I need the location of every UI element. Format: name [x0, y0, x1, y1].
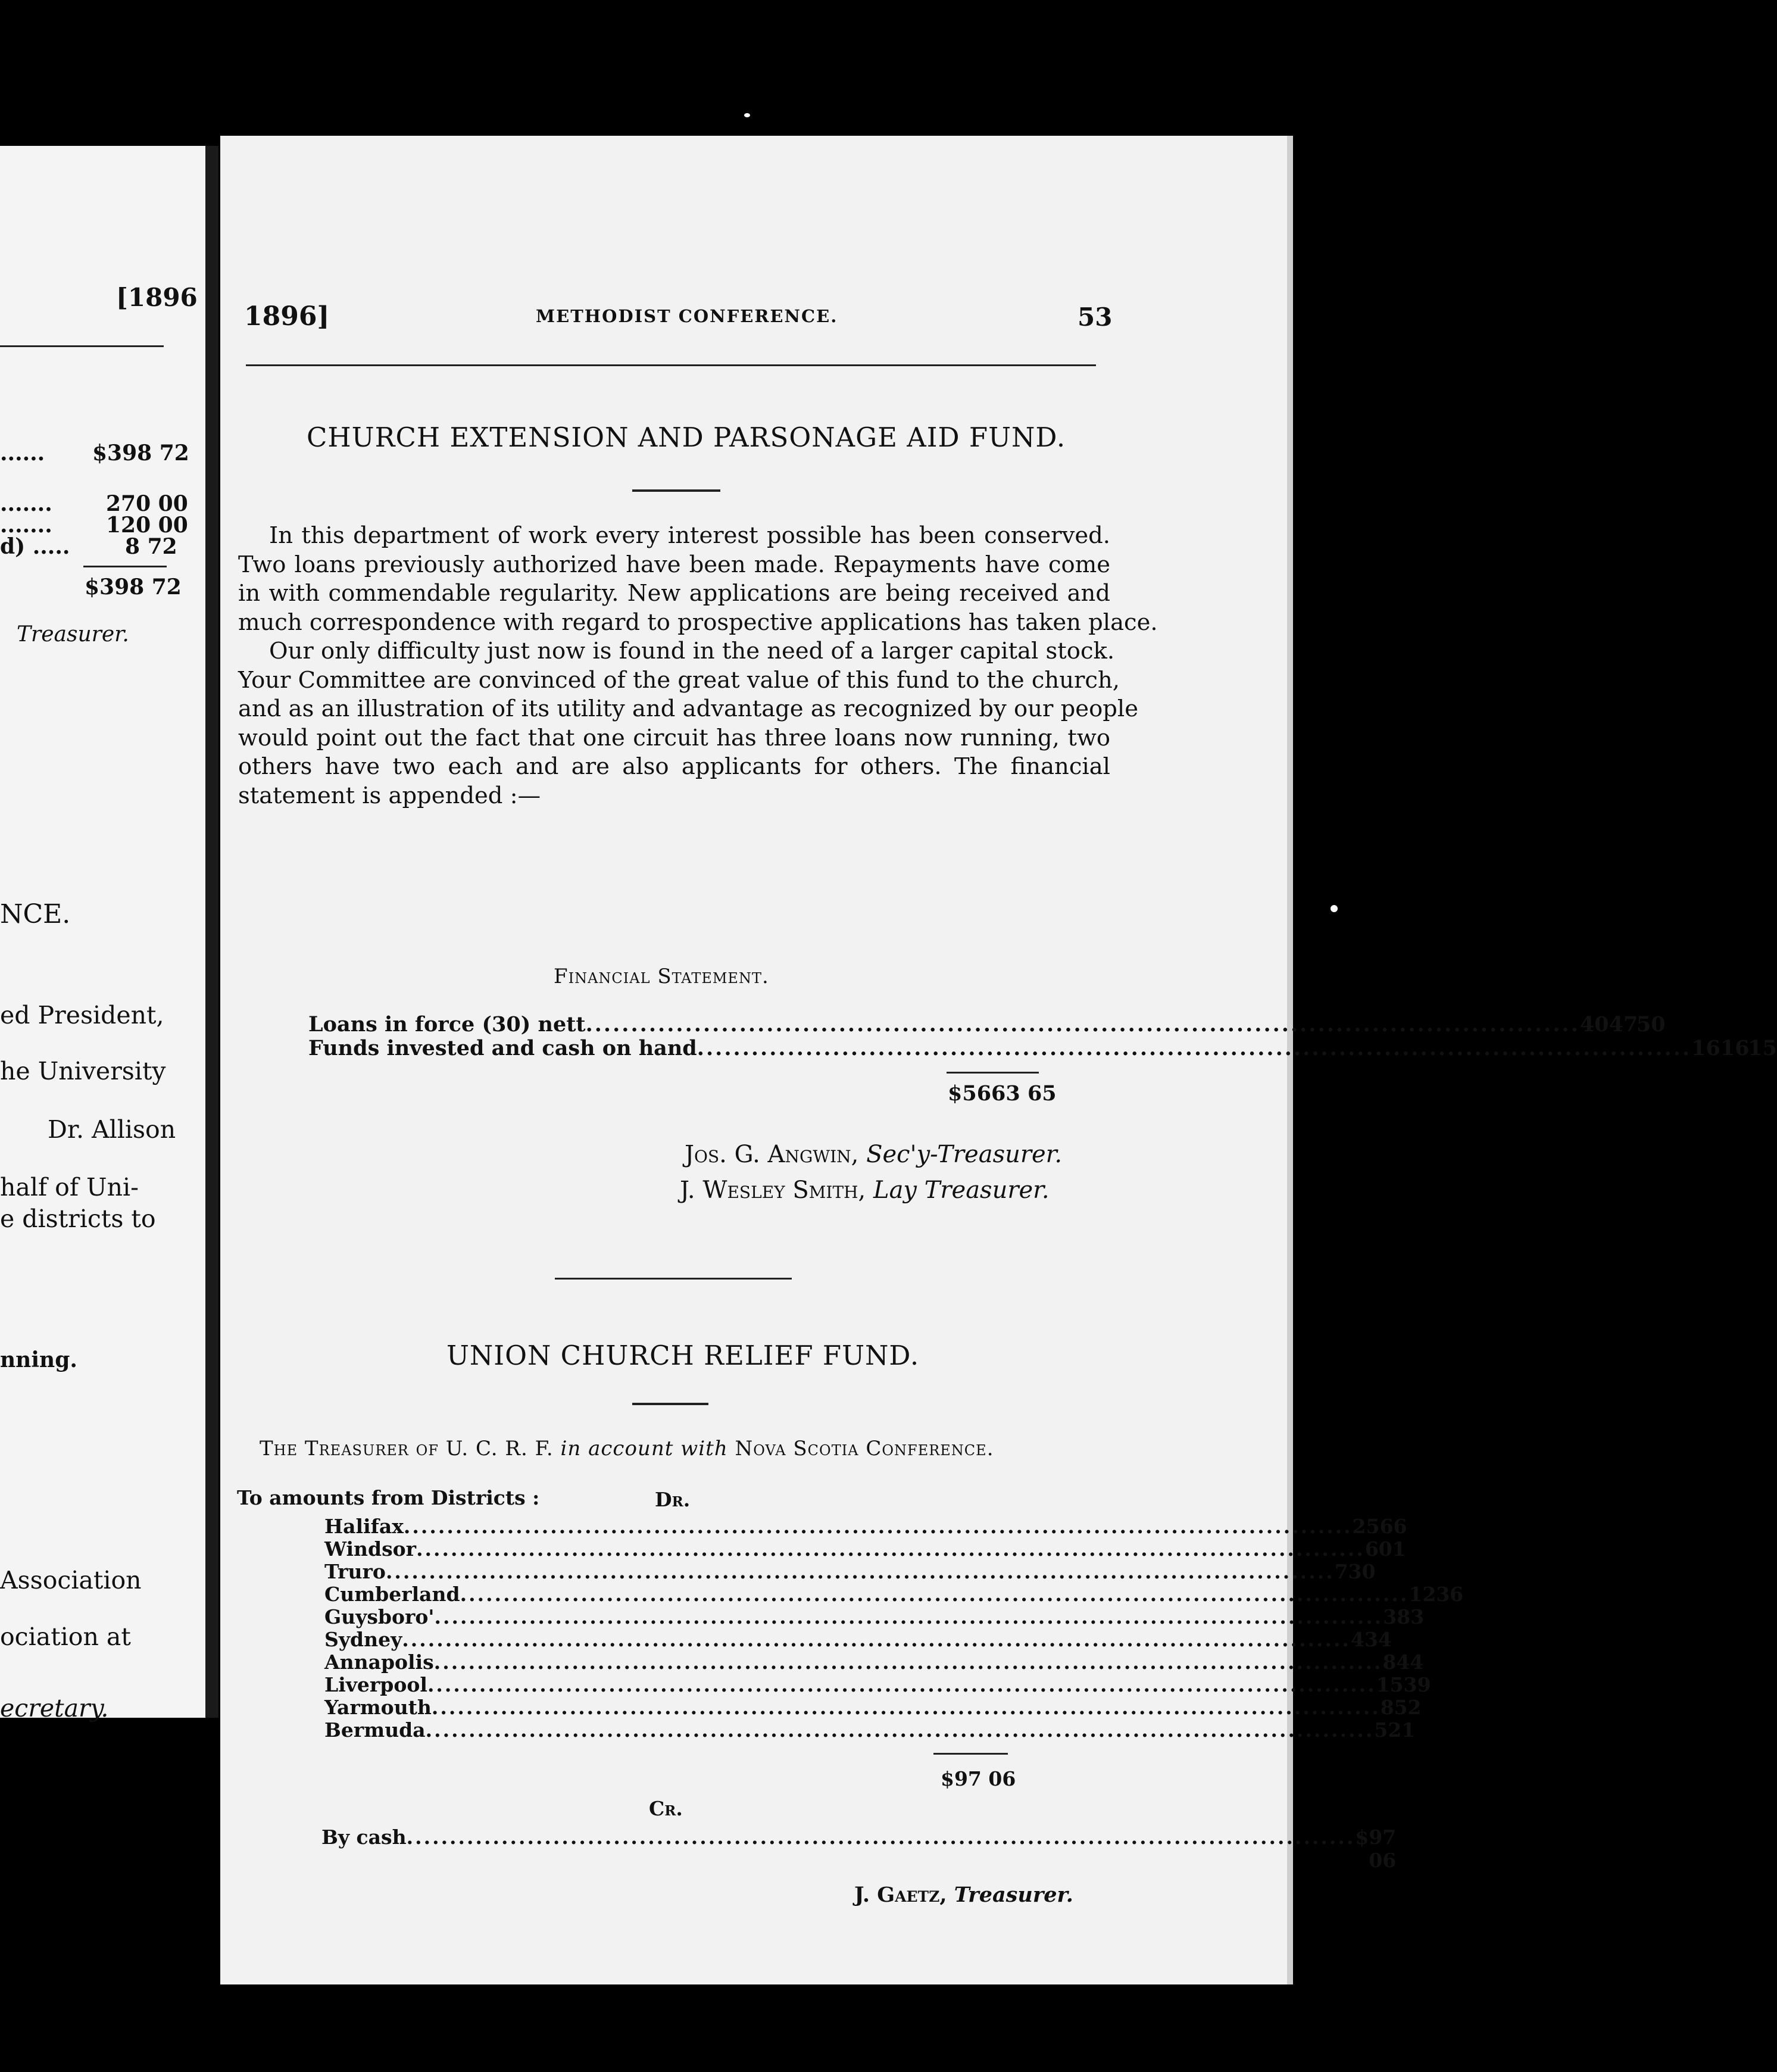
- district-name: Liverpool: [324, 1673, 427, 1696]
- leader-dots: ..............................................................................................................: [433, 1650, 1383, 1674]
- district-row: [324, 1628, 1392, 1651]
- left-row-prefix: .......: [0, 491, 52, 516]
- cr-label: Cr.: [649, 1797, 683, 1820]
- leader-dots: ..............................................................................................................: [385, 1560, 1335, 1583]
- account-heading: [260, 1437, 994, 1461]
- paragraph-line: would point out the fact that one circuit has three loans now running, two: [238, 724, 1110, 751]
- by-cash-row: [321, 1826, 1397, 1872]
- district-dollars: 7: [1334, 1560, 1348, 1583]
- district-cents: 44: [1396, 1650, 1424, 1674]
- signature-title: Sec'y-Treasurer.: [866, 1141, 1063, 1168]
- district-row: [324, 1537, 1406, 1561]
- total-rule: [933, 1753, 1008, 1755]
- left-row-prefix: d) .....: [0, 534, 70, 559]
- district-cents: 66: [1379, 1515, 1407, 1538]
- district-name: Cumberland: [324, 1583, 460, 1606]
- district-cents: 36: [1436, 1583, 1464, 1606]
- document-page: [220, 136, 1777, 1984]
- left-row-prefix: .......: [0, 513, 52, 538]
- left-text-line: e districts to: [0, 1204, 156, 1233]
- signature-name: Jos. G. Angwin,: [685, 1141, 859, 1168]
- district-dollars: 6: [1364, 1537, 1379, 1561]
- district-row: [324, 1673, 1431, 1696]
- book-spine: [205, 146, 218, 1718]
- district-dollars: 25: [1352, 1515, 1380, 1538]
- leader-dots: ..............................................................................................................: [427, 1673, 1376, 1696]
- district-dollars: 8: [1382, 1650, 1397, 1674]
- left-text-line: he University: [0, 1057, 166, 1085]
- scan-speck: [1331, 905, 1338, 912]
- left-heading-fragment: NCE.: [0, 899, 71, 929]
- financial-row-cents: 15: [1748, 1036, 1777, 1060]
- district-cents: 39: [1403, 1673, 1431, 1696]
- left-text-line: ed President,: [0, 1001, 164, 1029]
- section-title-church-extension: CHURCH EXTENSION AND PARSONAGE AID FUND.: [307, 422, 1066, 453]
- district-dollars: 5: [1374, 1718, 1388, 1742]
- by-cash-amount: $97 06: [1355, 1826, 1397, 1872]
- financial-row-label: Loans in force (30) nett: [308, 1012, 586, 1037]
- by-cash-label: By cash: [321, 1826, 407, 1849]
- financial-row-dollars: 4047: [1579, 1012, 1638, 1037]
- account-heading-part: The Treasurer of U. C. R. F.: [260, 1437, 554, 1461]
- district-dollars: 15: [1376, 1673, 1404, 1696]
- left-total-rule: [83, 566, 167, 567]
- left-header-year: [1896: [116, 283, 198, 312]
- district-name: Halifax: [324, 1515, 404, 1538]
- district-row: [324, 1515, 1407, 1538]
- district-name: Windsor: [324, 1537, 417, 1561]
- left-text-line: nning.: [0, 1347, 77, 1372]
- left-amount: 8 72: [125, 534, 177, 559]
- paragraph-line: others have two each and are also applicants for others. The financial: [238, 753, 1110, 780]
- district-total: $97 06: [941, 1767, 1016, 1790]
- district-row: [324, 1605, 1425, 1628]
- running-title: METHODIST CONFERENCE.: [536, 306, 838, 326]
- financial-row: [308, 1036, 1777, 1060]
- district-dollars: 8: [1380, 1696, 1394, 1719]
- page-number: 53: [1078, 302, 1113, 332]
- district-row: [324, 1560, 1376, 1583]
- district-dollars: 12: [1409, 1583, 1436, 1606]
- left-text-line: ociation at: [0, 1622, 131, 1651]
- signature-name: J. Gaetz,: [854, 1883, 947, 1907]
- district-cents: 30: [1348, 1560, 1376, 1583]
- left-text-line: ecretary.: [0, 1694, 109, 1722]
- header-year: 1896]: [244, 301, 330, 332]
- signature-title: Lay Treasurer.: [873, 1177, 1050, 1204]
- paragraph-line: Two loans previously authorized have been made. Repayments have come: [238, 551, 1110, 578]
- financial-statement-heading: Financial Statement.: [554, 965, 769, 988]
- left-text-line: half of Uni-: [0, 1173, 139, 1202]
- paragraph-2: [238, 637, 1139, 810]
- district-name: Guysboro': [324, 1605, 435, 1628]
- signature-gaetz: [854, 1883, 1073, 1907]
- left-text-line: Dr. Allison: [48, 1115, 176, 1144]
- title-underline: [632, 489, 720, 492]
- left-signature: Treasurer.: [17, 622, 129, 647]
- district-dollars: 4: [1351, 1628, 1364, 1651]
- left-page-fragment: [0, 146, 205, 1722]
- leader-dots: ..............................................................................................................: [425, 1718, 1375, 1742]
- total-rule: [947, 1072, 1039, 1074]
- financial-row-label: Funds invested and cash on hand: [308, 1036, 697, 1060]
- district-dollars: 3: [1383, 1605, 1397, 1628]
- left-amount: $398 72: [92, 441, 189, 466]
- district-cents: 21: [1388, 1718, 1416, 1742]
- district-name: Bermuda: [324, 1718, 426, 1742]
- paragraph-line: In this department of work every interest possible has been conserved.: [269, 522, 1110, 549]
- left-amount: 270 00: [106, 491, 188, 516]
- district-cents: 52: [1394, 1696, 1422, 1719]
- district-name: Annapolis: [324, 1650, 434, 1674]
- district-name: Truro: [324, 1560, 386, 1583]
- district-row: [324, 1696, 1422, 1719]
- paragraph-line: Our only difficulty just now is found in the need of a larger capital stock.: [269, 638, 1115, 664]
- financial-total: $5663 65: [948, 1081, 1057, 1106]
- section-divider: [555, 1278, 792, 1280]
- signature-title: Treasurer.: [954, 1883, 1073, 1907]
- to-amounts-label: To amounts from Districts :: [237, 1486, 540, 1509]
- paragraph-line: much correspondence with regard to prospective applications has taken place.: [238, 609, 1158, 636]
- left-row-prefix: ......: [0, 441, 45, 466]
- left-total: $398 72: [85, 575, 182, 600]
- leader-dots: ..............................................................................................................: [431, 1696, 1381, 1719]
- district-cents: 34: [1364, 1628, 1392, 1651]
- title-underline: [632, 1403, 708, 1405]
- leader-dots: ..............................................................................................................: [416, 1537, 1365, 1561]
- dr-label: Dr.: [655, 1488, 691, 1511]
- financial-row-dollars: 1616: [1691, 1036, 1750, 1060]
- leader-dots: ..............................................................................................................: [402, 1628, 1351, 1651]
- signature-smith: [680, 1177, 1050, 1204]
- leader-dots: ..............................................................................................................: [434, 1605, 1384, 1628]
- leader-dots: ..............................................................................................................: [406, 1826, 1356, 1849]
- signature-name: J. Wesley Smith,: [680, 1177, 866, 1204]
- scan-speck: [744, 113, 750, 117]
- left-text-line: Association: [0, 1566, 142, 1594]
- paragraph-line: Your Committee are convinced of the great value of this fund to the church,: [238, 666, 1120, 694]
- district-cents: 83: [1397, 1605, 1425, 1628]
- financial-row: [308, 1012, 1666, 1037]
- district-name: Yarmouth: [324, 1696, 432, 1719]
- left-header-rule: [0, 345, 164, 347]
- left-amount: 120 00: [106, 513, 188, 538]
- signature-angwin: [685, 1141, 1062, 1168]
- header-rule: [246, 364, 1096, 366]
- section-title-union-church: UNION CHURCH RELIEF FUND.: [446, 1340, 920, 1371]
- leader-dots: ..............................................................................................................: [460, 1583, 1409, 1606]
- district-name: Sydney: [324, 1628, 402, 1651]
- paragraph-line: in with commendable regularity. New applications are being received and: [238, 580, 1110, 607]
- account-heading-part: Nova Scotia Conference.: [735, 1437, 994, 1461]
- paragraph-1: [238, 522, 1158, 637]
- leader-dots: ..............................................................................................................: [697, 1036, 1692, 1060]
- paragraph-line: statement is appended :—: [238, 782, 541, 809]
- district-cents: 01: [1378, 1537, 1406, 1561]
- financial-row-cents: 50: [1636, 1012, 1666, 1037]
- leader-dots: ..............................................................................................................: [403, 1515, 1353, 1538]
- district-row: [324, 1583, 1464, 1606]
- leader-dots: ..............................................................................................................: [585, 1012, 1580, 1037]
- account-heading-part: in account with: [560, 1437, 728, 1461]
- district-row: [324, 1718, 1416, 1742]
- paragraph-line: and as an illustration of its utility and advantage as recognized by our people: [238, 695, 1139, 722]
- district-row: [324, 1650, 1424, 1674]
